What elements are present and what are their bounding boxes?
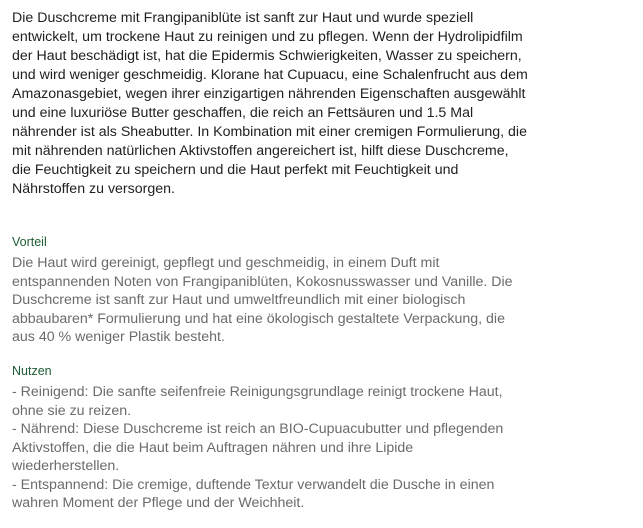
vorteil-text: Die Haut wird gereinigt, gepflegt und geschmeidig, in einem Duft mit entspannenden Noten von Frangipaniblüten, Kokosnusswasser und Vanille. Die Duschcreme ist sanft zur Haut und umweltfreundlich mit einer biologisch abbaubaren* Formulierung und hat eine ökologisch gestaltete Verpackung, die aus 40 % weniger Plastik besteht. — [12, 255, 513, 345]
nutzen-heading: Nutzen — [12, 364, 52, 378]
vorteil-heading: Vorteil — [12, 235, 47, 249]
product-description: Die Duschcreme mit Frangipaniblüte ist sanft zur Haut und wurde speziell entwickelt, um trockene Haut zu reinigen und zu pflegen. Wenn der Hydrolipidfilm der Haut beschädigt ist, hat die Epidermis Schwierigkeiten, Wasser zu speichern, und wird weniger geschmeidig. Klorane hat Cupuacu, eine Schalenfrucht aus dem Amazonasgebiet, wegen ihrer einzigartigen nährenden Eigenschaften ausgewählt und eine luxuriöse Butter geschaffen, die reich an Fettsäuren und 1.5 Mal nährender ist als Sheabutter. In Kombination mit einer cremigen Formulierung, die mit nährenden natürlichen Aktivstoffen angereichert ist, hilft diese Duschcreme, die Feuchtigkeit zu speichern und die Haut perfekt mit Feuchtigkeit und Nährstoffen zu versorgen. — [12, 10, 528, 197]
nutzen-text: - Reinigend: Die sanfte seifenfreie Reinigungsgrundlage reinigt trockene Haut, ohne sie zu reizen. - Nährend: Diese Duschcreme ist reich an BIO-Cupuacubutter und pflegenden Aktivstoffen, die die Haut beim Auftragen nähren und ihre Lipide wiederherstellen. - Entspannend: Die cremige, duftende Textur verwandelt die Dusche in einen wahren Moment der Pflege und der Weichheit. — [12, 384, 504, 511]
